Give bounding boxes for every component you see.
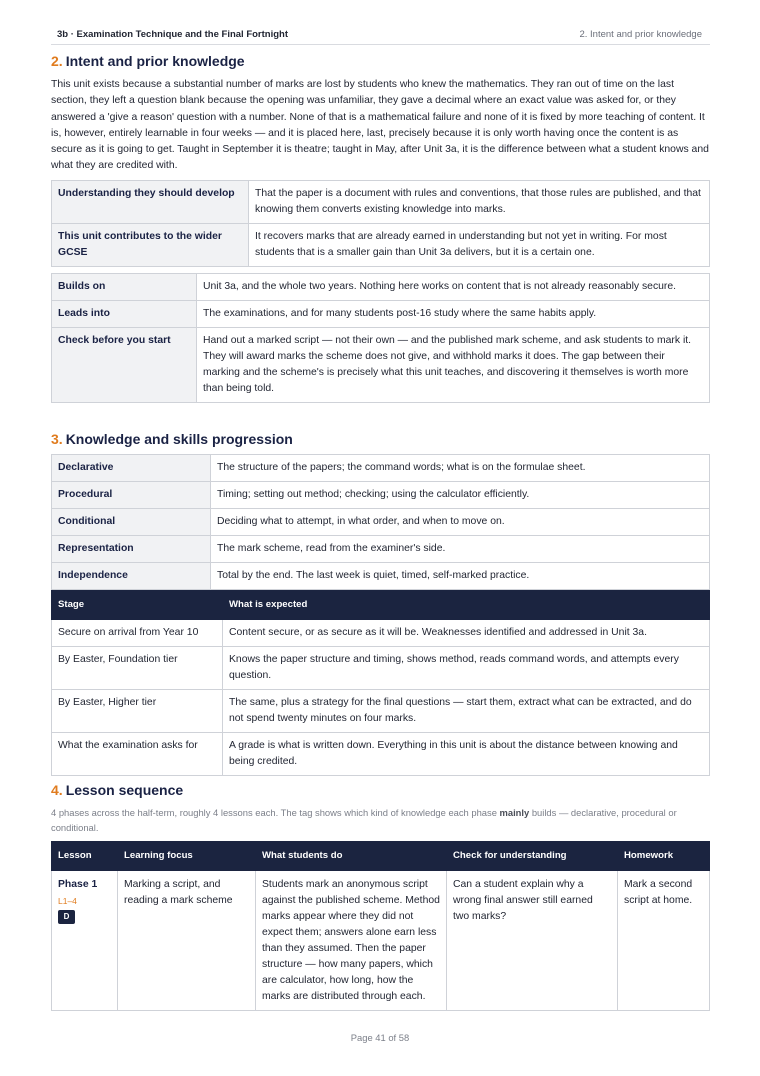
intro-emphasis: mainly [499,807,530,818]
row-label: This unit contributes to the wider GCSE [52,224,249,267]
phase-name: Phase 1 [58,879,98,890]
section-2-heading [51,53,245,69]
header-unit-title: 3b · Examination Technique and the Final Fortnight [57,29,288,40]
column-header-homework: Homework [618,842,710,871]
knowledge-tag-badge: D [58,910,75,924]
row-value: Hand out a marked script — not their own — and the published mark scheme, and ask students to mark it. They will award marks the scheme does not give, and withhold marks it does. The gap between their marking and the scheme's is precisely what this unit teaches, and discovering it themselves is worth more than being told. [197,328,710,403]
row-label: Leads into [52,301,197,328]
stage-cell: Secure on arrival from Year 10 [52,620,223,647]
table-row [52,509,710,536]
column-header-expected: What is expected [223,591,710,620]
section-title: Intent and prior knowledge [65,53,245,69]
row-value: Timing; setting out method; checking; using the calculator efficiently. [211,482,710,509]
table-row [52,733,710,776]
row-value: Total by the end. The last week is quiet, timed, self-marked practice. [211,563,710,590]
column-header-stage: Stage [52,591,223,620]
table-row [52,871,710,1011]
section-number: 3. [51,431,63,447]
row-value: That the paper is a document with rules and conventions, that those rules are published, and that knowing them converts existing knowledge into marks. [249,181,710,224]
column-header-check: Check for understanding [447,842,618,871]
table-row [52,301,710,328]
table-row [52,647,710,690]
intent-table [51,180,710,267]
table-row [52,536,710,563]
section-number: 4. [51,782,63,798]
header-section-title: 2. Intent and prior knowledge [579,29,702,40]
lesson-range: L1–4 [58,896,77,906]
row-value: The mark scheme, read from the examiner's side. [211,536,710,563]
section-number: 2. [51,53,63,69]
table-row [52,455,710,482]
table-row [52,690,710,733]
table-header-row [52,591,710,620]
table-row [52,181,710,224]
table-header-row [52,842,710,871]
running-header [51,26,710,45]
row-value: Deciding what to attempt, in what order, and when to move on. [211,509,710,536]
stage-cell: By Easter, Foundation tier [52,647,223,690]
row-value: It recovers marks that are already earned in understanding but not yet in writing. For most students that is a smaller gain than Unit 3a delivers, but it is a certain one. [249,224,710,267]
row-label: Understanding they should develop [52,181,249,224]
check-cell: Can a student explain why a wrong final answer still earned two marks? [447,871,618,1011]
column-header-students: What students do [256,842,447,871]
lesson-sequence-table [51,841,710,1011]
row-value: The structure of the papers; the command words; what is on the formulae sheet. [211,455,710,482]
lesson-cell [52,871,118,1011]
intro-text: builds — declarative, procedural or conditional. [51,807,677,833]
expected-cell: Knows the paper structure and timing, shows method, reads command words, and attempts every question. [223,647,710,690]
lesson-sequence-intro [51,805,710,835]
row-value: The examinations, and for many students post-16 study where the same habits apply. [197,301,710,328]
row-label: Procedural [52,482,211,509]
stage-cell: What the examination asks for [52,733,223,776]
row-label: Representation [52,536,211,563]
table-row [52,563,710,590]
prior-knowledge-table [51,273,710,403]
table-row [52,224,710,267]
progression-stage-table [51,590,710,776]
intro-text: 4 phases across the half-term, roughly 4 lessons each. The tag shows which kind of knowledge each phase [51,807,500,818]
table-row [52,328,710,403]
expected-cell: A grade is what is written down. Everything in this unit is about the distance between knowing and being credited. [223,733,710,776]
homework-cell: Mark a second script at home. [618,871,710,1011]
row-label: Check before you start [52,328,197,403]
table-row [52,482,710,509]
knowledge-types-table [51,454,710,590]
students-cell: Students mark an anonymous script against the published scheme. Method marks appear where they did not expect them; answers alone earn less than they assumed. Then the paper structure — how many papers, which are calculator, how long, how the marks are distributed through each. [256,871,447,1011]
intent-paragraph: This unit exists because a substantial number of marks are lost by students who knew the mathematics. They ran out of time on the last section, they left a question blank because the opening was unfamiliar, they gave a decimal where an exact value was asked for, or they answered a 'give a reason' question with a number. None of that is a mathematical failure and none of it is fixed by more teaching of content. It is, however, entirely learnable in four weeks — and it is placed here, last, precisely because it is only worth having once the content is as secure as it is going to get. Taught in September it is theatre; taught in May, after Unit 3a, it is the difference between what a student knows and what they are credited with. [51,79,709,172]
row-value: Unit 3a, and the whole two years. Nothing here works on content that is not already reasonably secure. [197,274,710,301]
section-4-heading [51,782,183,798]
expected-cell: Content secure, or as secure as it will be. Weaknesses identified and addressed in Unit 3a. [223,620,710,647]
expected-cell: The same, plus a strategy for the final questions — start them, extract what can be extracted, and do not spend twenty minutes on four marks. [223,690,710,733]
page-number: Page 41 of 58 [350,1032,410,1043]
column-header-focus: Learning focus [118,842,256,871]
stage-cell: By Easter, Higher tier [52,690,223,733]
section-title: Knowledge and skills progression [65,431,293,447]
section-title: Lesson sequence [65,782,184,798]
focus-cell: Marking a script, and reading a mark scheme [118,871,256,1011]
table-row [52,620,710,647]
section-3-heading [51,431,293,447]
row-label: Declarative [52,455,211,482]
column-header-lesson: Lesson [52,842,118,871]
row-label: Builds on [52,274,197,301]
row-label: Independence [52,563,211,590]
row-label: Conditional [52,509,211,536]
table-row [52,274,710,301]
